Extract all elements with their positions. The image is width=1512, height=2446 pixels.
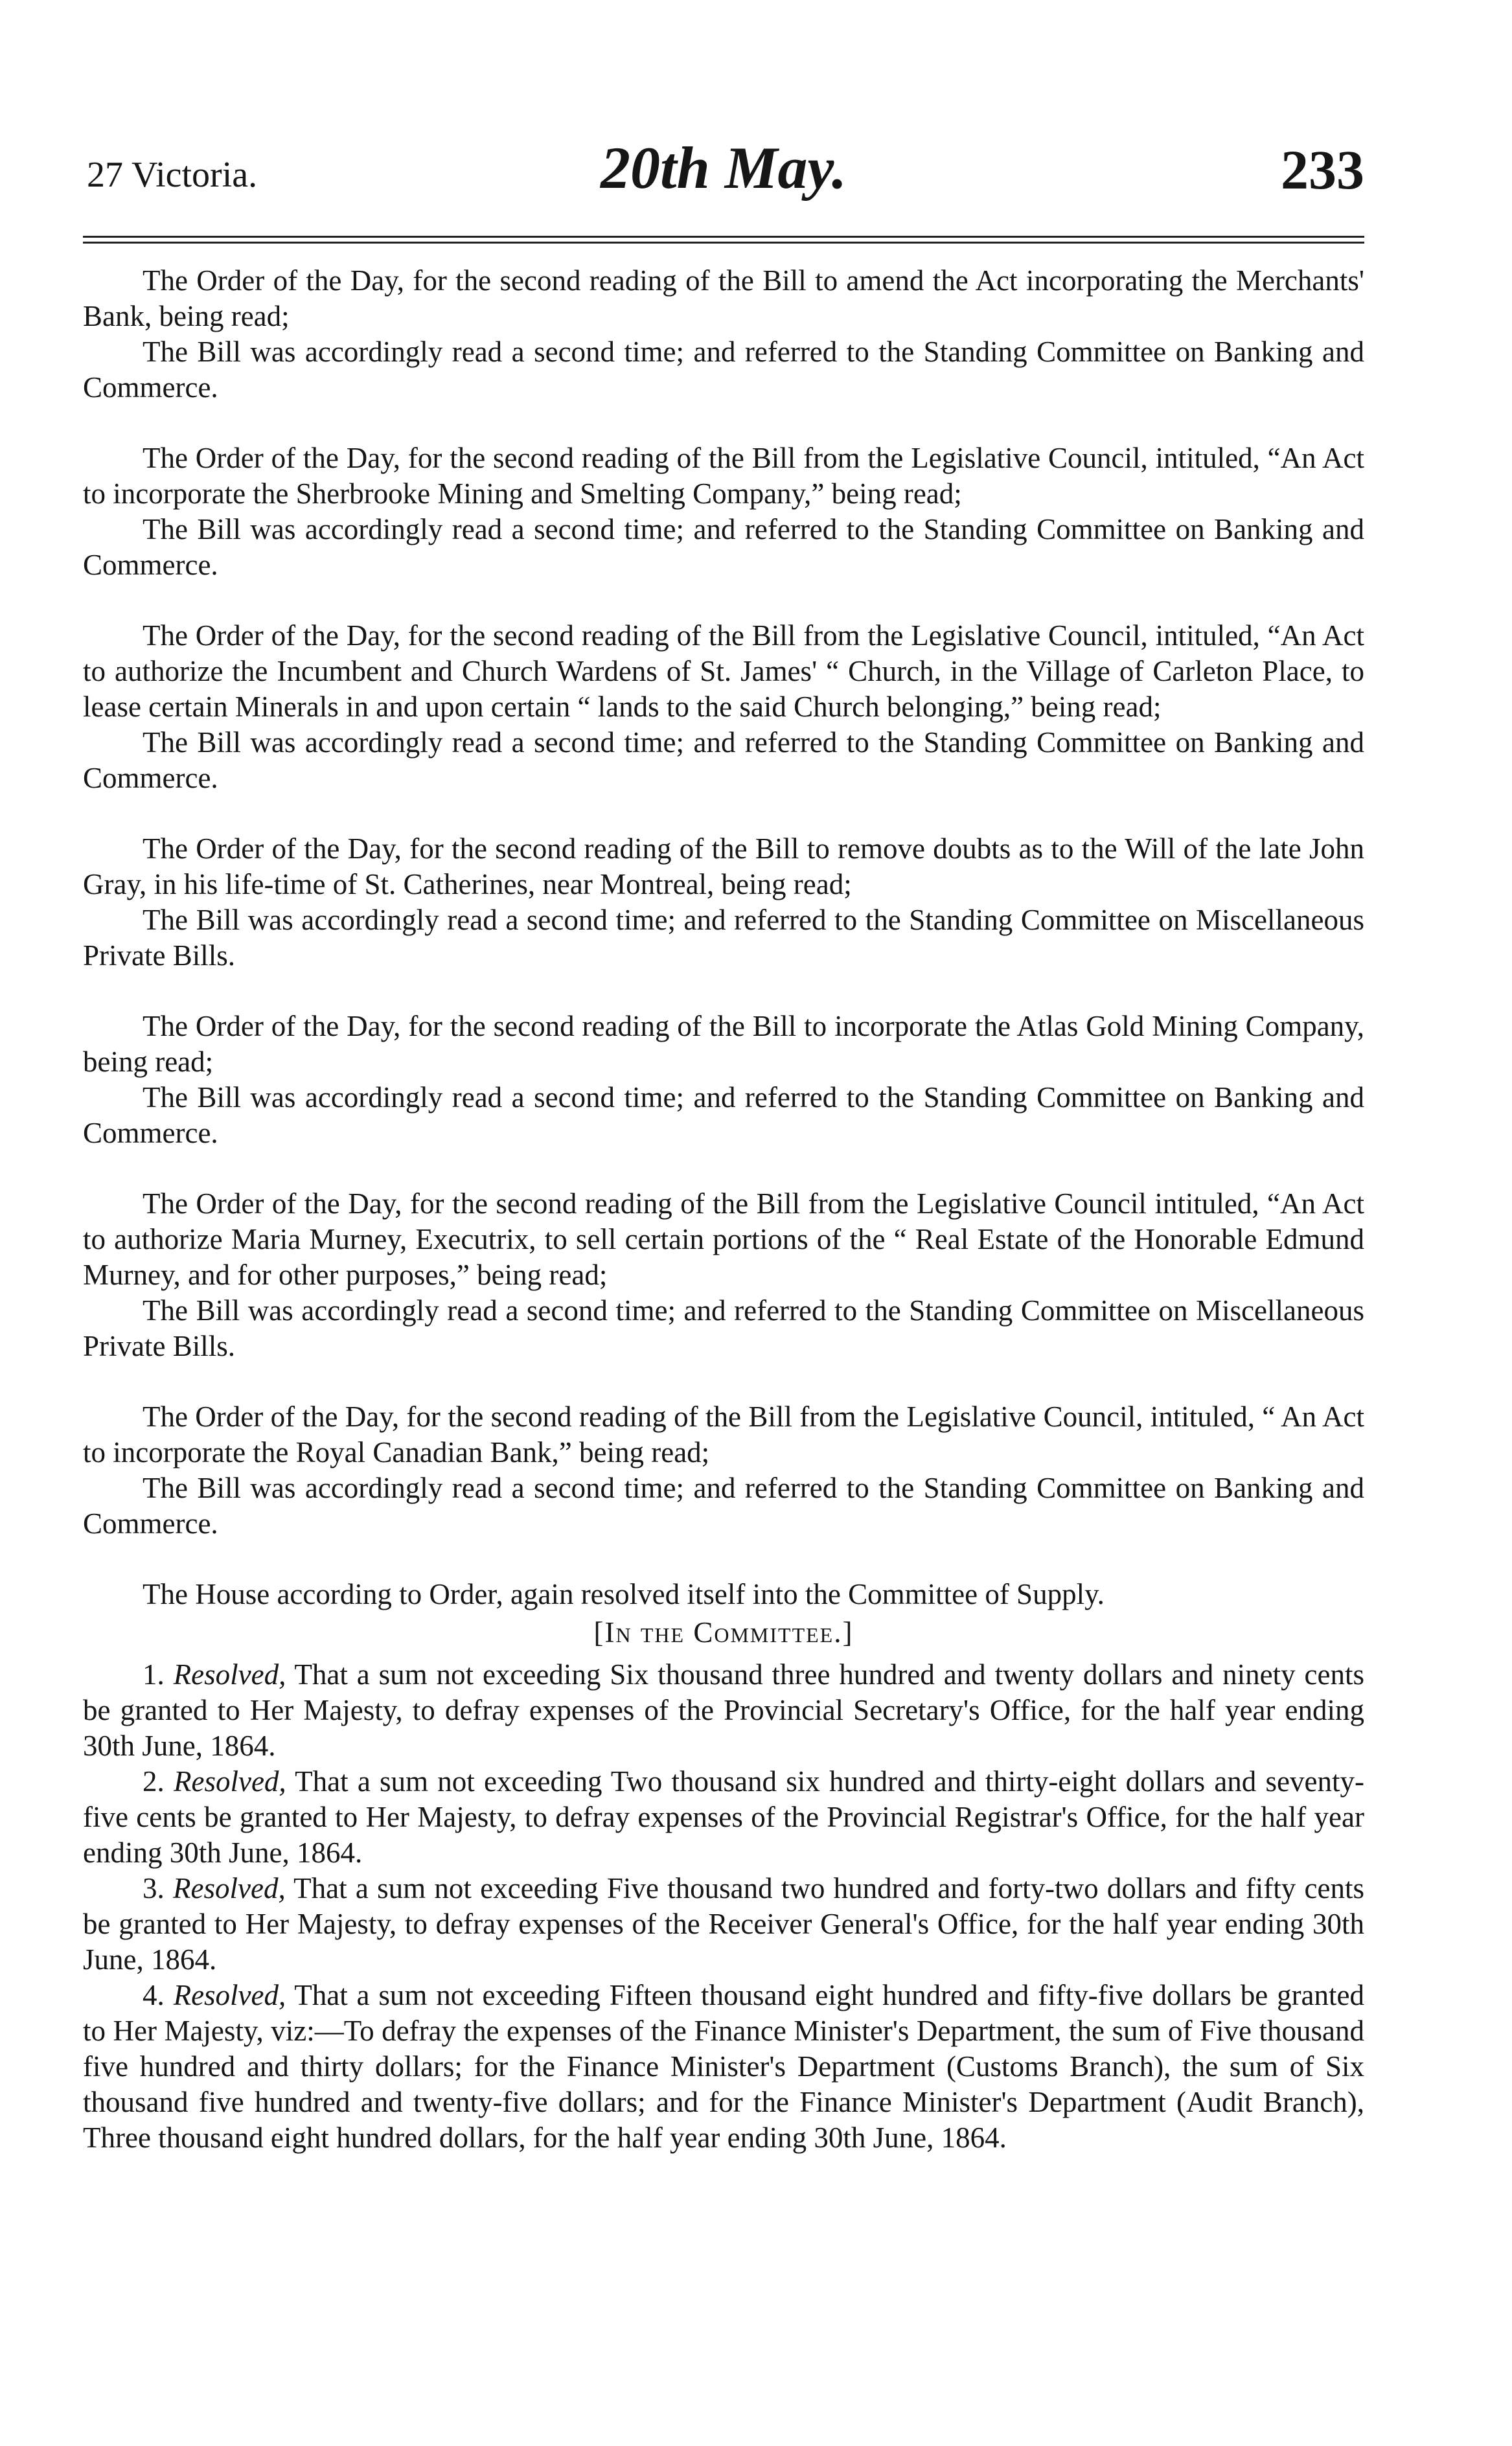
order-of-day-entry (83, 1186, 1364, 1364)
order-result: The Bill was accordingly read a second time; and referred to the Standing Committee on Banking and Commerce. (83, 336, 1364, 404)
order-of-day-entry (83, 618, 1364, 796)
order-text: The Order of the Day, for the second reading of the Bill from the Legislative Council, intituled, “ An Act to incorporate the Royal Canadian Bank,” being read; (83, 1400, 1364, 1469)
order-result: The Bill was accordingly read a second time; and referred to the Standing Committee on Banking and Commerce. (83, 513, 1364, 581)
resolution-number: 3. (143, 1872, 165, 1904)
resolution-text: That a sum not exceeding Fifteen thousand eight hundred and fifty-five dollars be granted to Her Majesty, viz:—To defray the expenses of the Finance Minister's Department, the sum of Five thousand five hundred and thirty dollars; for the Finance Minister's Department (Customs Branch), the sum of Six thousand five hundred and twenty-five dollars; and for the Finance Minister's Department (Audit Branch), Three thousand eight hundred dollars, for the half year ending 30th June, 1864. (83, 1979, 1365, 2154)
order-text: The Order of the Day, for the second reading of the Bill to amend the Act incorporating the Merchants' Bank, being read; (83, 264, 1364, 332)
resolution-lead: Resolved, (173, 1979, 286, 2011)
order-result: The Bill was accordingly read a second time; and referred to the Standing Committee on Banking and Commerce. (83, 1081, 1364, 1149)
resolution (83, 1978, 1364, 2156)
order-text: The Order of the Day, for the second reading of the Bill from the Legislative Council, intituled, “An Act to incorporate the Sherbrooke Mining and Smelting Company,” being read; (83, 442, 1364, 510)
order-of-day-entry (83, 1399, 1364, 1542)
date-heading: 20th May. (601, 135, 847, 201)
resolution-lead: Resolved, (174, 1765, 286, 1798)
resolution-text: That a sum not exceeding Five thousand two hundred and forty-two dollars and fifty cents be granted to Her Majesty, to defray expenses of the Receiver General's Office, for the half year ending 30th June, 1864. (83, 1872, 1365, 1976)
order-of-day-entry (83, 1009, 1364, 1151)
header-divider (83, 236, 1364, 244)
order-of-day-entry (83, 831, 1364, 974)
committee-heading (83, 1615, 1364, 1651)
order-result: The Bill was accordingly read a second time; and referred to the Standing Committee on Miscellaneous Private Bills. (83, 1294, 1364, 1362)
resolution-number: 4. (143, 1979, 165, 2011)
page-number: 233 (1281, 139, 1364, 201)
resolution-lead: Resolved, (173, 1658, 286, 1691)
resolution-number: 2. (143, 1765, 165, 1798)
order-of-day-entry (83, 440, 1364, 583)
committee-of-supply (83, 1577, 1364, 2156)
order-result: The Bill was accordingly read a second time; and referred to the Standing Committee on Banking and Commerce. (83, 726, 1364, 794)
journal-page (83, 130, 1364, 2156)
session-label: 27 Victoria. (87, 155, 258, 195)
order-of-day-entry (83, 263, 1364, 406)
resolution (83, 1871, 1364, 1978)
resolution-lead: Resolved, (173, 1872, 286, 1904)
order-text: The Order of the Day, for the second reading of the Bill from the Legislative Council, intituled, “An Act to authorize the Incumbent and Church Wardens of St. James' “ Church, in the Village of Carleton Place, to lease certain Minerals in and upon certain “ lands to the said Church belonging,” being read; (83, 619, 1364, 723)
resolution-text: That a sum not exceeding Two thousand six hundred and thirty-eight dollars and seventy-five cents be granted to Her Majesty, to defray expenses of the Provincial Registrar's Office, for the half year ending 30th June, 1864. (83, 1765, 1364, 1869)
order-text: The Order of the Day, for the second reading of the Bill to remove doubts as to the Will of the late John Gray, in his life-time of St. Catherines, near Montreal, being read; (83, 832, 1364, 900)
order-result: The Bill was accordingly read a second time; and referred to the Standing Committee on Banking and Commerce. (83, 1472, 1364, 1540)
running-head (83, 130, 1364, 201)
order-result: The Bill was accordingly read a second time; and referred to the Standing Committee on Miscellaneous Private Bills. (83, 904, 1364, 972)
order-text: The Order of the Day, for the second reading of the Bill to incorporate the Atlas Gold Mining Company, being read; (83, 1010, 1364, 1078)
resolution-text: That a sum not exceeding Six thousand three hundred and twenty dollars and ninety cents be granted to Her Majesty, to defray expenses of the Provincial Secretary's Office, for the half year ending 30th June, 1864. (83, 1658, 1365, 1762)
supply-intro: The House according to Order, again resolved itself into the Committee of Supply. (143, 1578, 1105, 1610)
order-text: The Order of the Day, for the second reading of the Bill from the Legislative Council intituled, “An Act to authorize Maria Murney, Executrix, to sell certain portions of the “ Real Estate of the Honorable Edmund Murney, and for other purposes,” being read; (83, 1187, 1364, 1291)
journal-body (83, 263, 1364, 2156)
resolution (83, 1764, 1364, 1871)
committee-heading-text: [In the Committee.] (593, 1616, 854, 1649)
resolution (83, 1657, 1364, 1764)
resolution-number: 1. (143, 1658, 165, 1691)
